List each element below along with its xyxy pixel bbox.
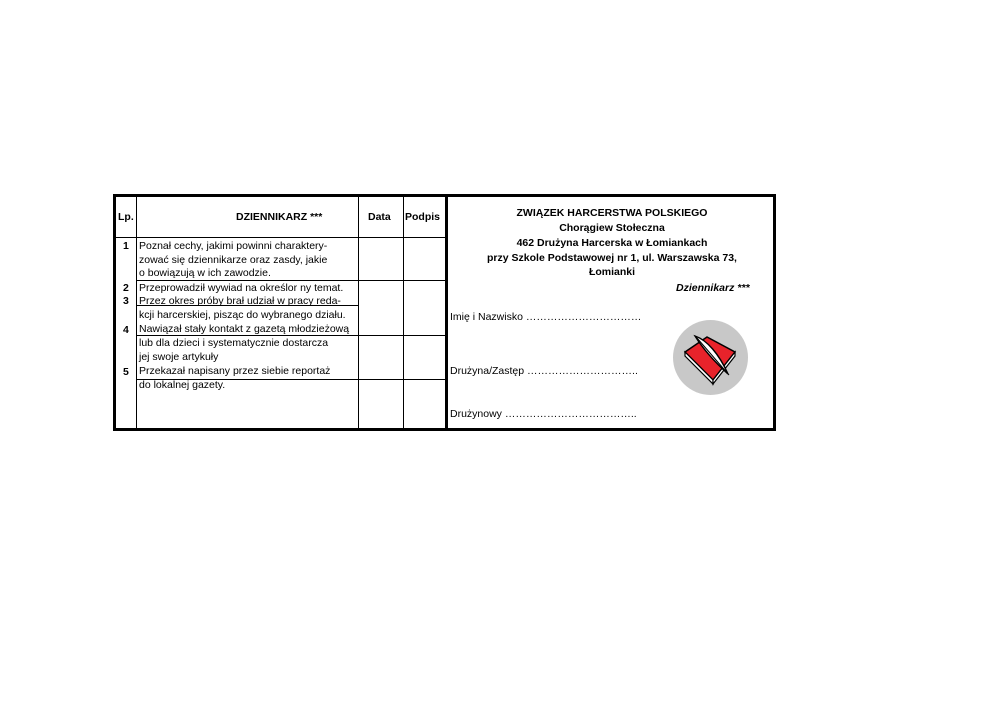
badge-title-header: DZIENNIKARZ *** (236, 211, 323, 223)
divider (136, 280, 445, 281)
troop-name: 462 Drużyna Harcerska w Łomiankach (516, 237, 708, 249)
lp-header: Lp. (118, 211, 134, 223)
town-name: Łomianki (588, 266, 636, 278)
row-number: 2 (123, 282, 129, 294)
task-text: lub dla dzieci i systematycznie dostarcza (139, 337, 329, 349)
row-number: 3 (123, 295, 129, 307)
divider (403, 197, 404, 428)
date-header: Data (368, 211, 391, 223)
task-text: Przez okres próby brał udział w pracy reda- (139, 295, 341, 307)
organization-name: ZWIĄZEK HARCERSTWA POLSKIEGO (516, 207, 708, 219)
name-field: Imię i Nazwisko …………………………… (450, 311, 642, 323)
badge-name: Dziennikarz *** (676, 282, 750, 294)
task-text: jej swoje artykuły (139, 351, 219, 363)
row-number: 5 (123, 366, 129, 378)
task-text: zować się dziennikarze oraz zasdy, jakie (139, 254, 328, 266)
badge-card (113, 194, 776, 431)
center-divider (445, 197, 448, 428)
badge-emblem (673, 320, 748, 395)
region-name: Chorągiew Stołeczna (559, 222, 665, 234)
team-field: Drużyna/Zastęp ………………………….. (450, 365, 638, 377)
signature-header: Podpis (405, 211, 441, 223)
row-number: 4 (123, 324, 129, 336)
task-text: Przekazał napisany przez siebie reportaż (139, 365, 331, 377)
task-text: Poznał cechy, jakimi powinni charaktery- (139, 240, 328, 252)
task-text: do lokalnej gazety. (139, 379, 226, 391)
divider (358, 197, 359, 428)
task-text: kcji harcerskiej, pisząc do wybranego działu. (139, 309, 346, 321)
leader-field: Drużynowy ……………………………….. (450, 408, 637, 420)
book-and-quill-icon (673, 320, 748, 395)
task-text: Nawiązał stały kontakt z gazetą młodzieżową (139, 323, 350, 335)
divider (116, 237, 445, 238)
task-text: Przeprowadził wywiad na określor ny temat. (139, 282, 344, 294)
task-text: o bowiązują w ich zawodzie. (139, 267, 271, 279)
divider (136, 197, 137, 428)
school-address: przy Szkole Podstawowej nr 1, ul. Warszawska 73, (487, 252, 737, 264)
row-number: 1 (123, 240, 129, 252)
